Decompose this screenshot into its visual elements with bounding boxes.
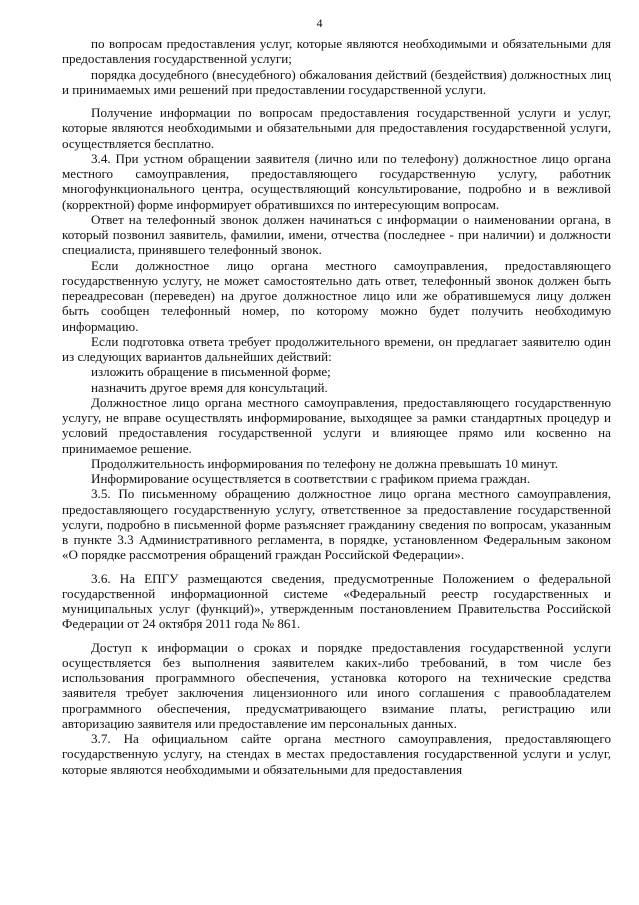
paragraph-3-7-official-site: 3.7. На официальном сайте органа местного самоуправления, предоставляющего государственную услугу, на стендах в местах предоставления государственной услуги и услуг, которые являются необходимыми и обязательными для предоставления xyxy=(62,731,611,777)
paragraph-services-questions: по вопросам предоставления услуг, которые являются необходимыми и обязательными для предоставления государственной услуги; xyxy=(62,36,611,67)
paragraph-official-restrictions: Должностное лицо органа местного самоуправления, предоставляющего государственную услугу, не вправе осуществлять информирование, выходящее за рамки стандартных процедур и условий предоставления государственной услуги и влияющее прямо или косвенно на принимаемое решение. xyxy=(62,394,611,456)
paragraph-free-information: Получение информации по вопросам предоставления государственной услуги и услуг, которые являются необходимыми и обязательными для предоставления государственной услуги, осуществляется бесплатно. xyxy=(62,105,611,151)
paragraph-appeal-procedure: порядка досудебного (внесудебного) обжалования действий (бездействия) должностных лиц и принимаемых ими решений при предоставлении государственной услуги. xyxy=(62,66,611,97)
paragraph-3-5-written-request: 3.5. По письменному обращению должностное лицо органа местного самоуправления, предоставляющего государственную услугу, ответственное за предоставление государственной услуги, подробно в письменной форме разъясняет гражданину сведения по вопросам, указанным в пункте 3.3 Административного регламента, в порядке, установленном Федеральным законом «О порядке рассмотрения обращений граждан Российской Федерации». xyxy=(62,486,611,563)
page-number: 4 xyxy=(316,16,323,30)
document-body xyxy=(62,36,611,777)
paragraph-access-information: Доступ к информации о сроках и порядке предоставления государственной услуги осуществляется без выполнения заявителем каких-либо требований, в том числе без использования программного обеспечения, установка которого на технические средства заявителя требует заключения лицензионного или иного соглашения с правообладателем программного обеспечения, предусматривающего взимание платы, регистрацию или авторизацию заявителя или предоставление им персональных данных. xyxy=(62,639,611,731)
paragraph-phone-duration: Продолжительность информирования по телефону не должна превышать 10 минут. xyxy=(91,455,559,471)
paragraph-3-6-epgu: 3.6. На ЕПГУ размещаются сведения, предусмотренные Положением о федеральной государственной информационной системе «Федеральный реестр государственных и муниципальных услуг (функций)», утвержденным постановлением Правительства Российской Федерации от 24 октября 2011 года № 861. xyxy=(62,570,611,632)
paragraph-long-preparation: Если подготовка ответа требует продолжительного времени, он предлагает заявителю один из следующих вариантов дальнейших действий: xyxy=(62,333,611,364)
list-item-written-form: изложить обращение в письменной форме; xyxy=(91,364,331,380)
paragraph-phone-answer: Ответ на телефонный звонок должен начинаться с информации о наименовании органа, в который позвонил заявитель, фамилии, имени, отчества (последнее - при наличии) и должности специалиста, принявшего телефонный звонок. xyxy=(62,211,611,258)
paragraph-schedule: Информирование осуществляется в соответствии с графиком приема граждан. xyxy=(91,471,531,486)
paragraph-3-4-oral-request: 3.4. При устном обращении заявителя (лично или по телефону) должностное лицо органа местного самоуправления, предоставляющего государственную услугу, работник многофункционального центра, осуществляющий консультирование, подробно и в вежливой (корректной) форме информирует обратившихся по интересующим вопросам. xyxy=(62,150,611,212)
paragraph-redirect-call: Если должностное лицо органа местного самоуправления, предоставляющего государственную услугу, не может самостоятельно дать ответ, телефонный звонок должен быть переадресован (переведен) на другое должностное лицо или же обратившемуся лицу должен быть сообщен телефонный номер, по которому можно будет получить необходимую информацию. xyxy=(62,257,611,334)
list-item-other-time: назначить другое время для консультаций. xyxy=(91,379,328,395)
